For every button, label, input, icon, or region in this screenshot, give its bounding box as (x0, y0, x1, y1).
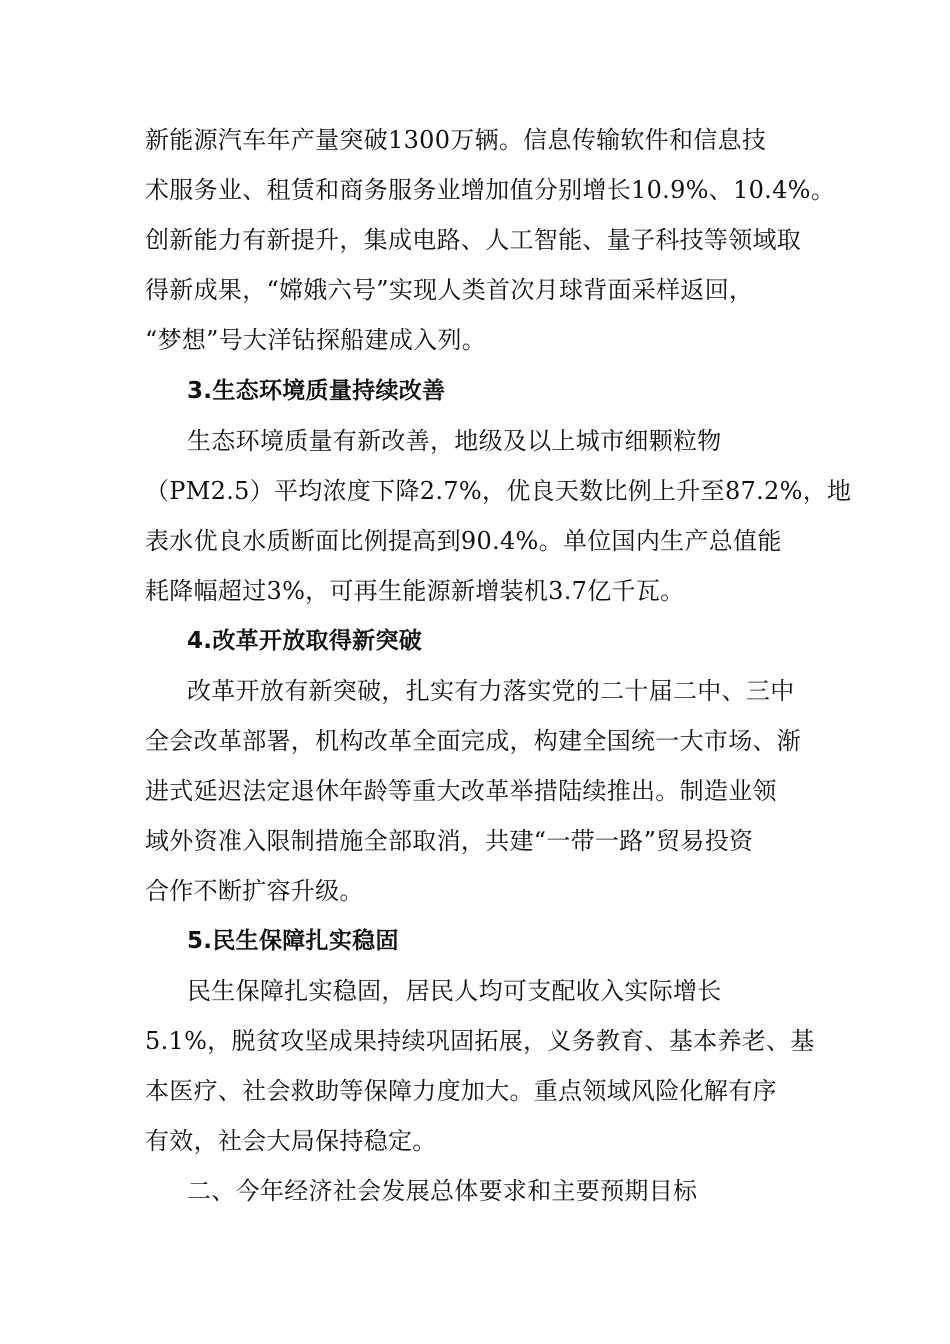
text-line: 表水优良水质断面比例提高到90.4%。单位国内生产总值能 (145, 527, 782, 555)
text-line: 术服务业、租赁和商务服务业增加值分别增长10.9%、10.4%。 (145, 176, 836, 204)
text-line: 合作不断扩容升级。 (145, 877, 364, 905)
text-line: 得新成果，“嫦娥六号”实现人类首次月球背面采样返回， (145, 276, 754, 304)
chapter-title: 二、今年经济社会发展总体要求和主要预期目标 (187, 1177, 698, 1205)
text-line: 新能源汽车年产量突破1300万辆。信息传输软件和信息技 (145, 126, 767, 154)
text-line: 本医疗、社会救助等保障力度加大。重点领域风险化解有序 (145, 1077, 777, 1105)
text-line: 生态环境质量有新改善，地级及以上城市细颗粒物 (187, 427, 722, 455)
text-line: 创新能力有新提升，集成电路、人工智能、量子科技等领域取 (145, 226, 802, 254)
section-heading: 5.民生保障扎实稳固 (187, 928, 399, 954)
text-line: “梦想”号大洋钻探船建成入列。 (145, 326, 487, 354)
text-line: 有效，社会大局保持稳定。 (145, 1127, 437, 1155)
section-heading: 4.改革开放取得新突破 (187, 628, 423, 654)
text-line: 民生保障扎实稳固，居民人均可支配收入实际增长 (187, 977, 722, 1005)
text-line: 耗降幅超过3%，可再生能源新增装机3.7亿千瓦。 (145, 577, 685, 605)
text-line: 进式延迟法定退休年龄等重大改革举措陆续推出。制造业领 (145, 777, 777, 805)
text-line: 改革开放有新突破，扎实有力落实党的二十届二中、三中 (187, 677, 795, 705)
text-line: 5.1%，脱贫攻坚成果持续巩固拓展，义务教育、基本养老、基 (145, 1027, 815, 1055)
text-line: 全会改革部署，机构改革全面完成，构建全国统一大市场、渐 (145, 727, 802, 755)
section-heading: 3.生态环境质量持续改善 (187, 378, 446, 404)
text-line: 域外资准入限制措施全部取消，共建“一带一路”贸易投资 (145, 827, 754, 855)
text-line: （PM2.5）平均浓度下降2.7%，优良天数比例上升至87.2%，地 (145, 477, 852, 505)
